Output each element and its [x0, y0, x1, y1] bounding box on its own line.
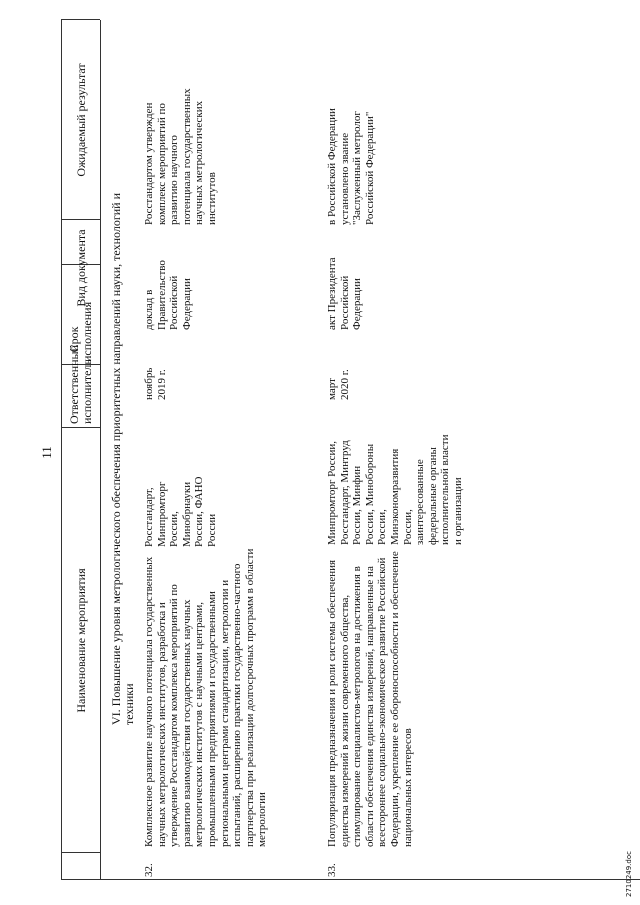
header-deadline: Срок исполнения: [67, 301, 94, 362]
row-32-num: 32.: [143, 863, 155, 877]
col-divider: [61, 219, 100, 220]
row-32-result: Росстандартом утвержден комплекс мероприятий по развитию научного потенциала государственных научных метрологических институтов: [143, 88, 218, 225]
header-bottom-line: [100, 20, 101, 880]
row-33-doc-type: акт Президента Российской Федерации: [326, 257, 364, 330]
header-executor: Ответственный исполнитель: [67, 344, 94, 424]
row-33-result: в Российской Федерации установлено звание "Заслуженный метролог Российской Федерации": [326, 108, 376, 225]
row-32-name: Комплексное развитие научного потенциала государственных научных метрологических институтов, разработка и утверждение Росстандартом комплекса мероприятий по развитию взаимодействия государственных научных метрологических институтов с научными центрами, промышленными предприятиями и государственными региональными центрами стандартизации, метрологии и испытаний, расширению практики государственно-частного партнерства при реализации долгосрочных программ в области метрологии: [143, 548, 269, 847]
header-name: Наименование мероприятия: [74, 568, 88, 713]
table-top-line: [61, 20, 62, 880]
row-33-num: 33.: [326, 863, 338, 877]
col-divider: [61, 19, 100, 20]
page-number: 11: [39, 446, 54, 459]
row-33-executor: Минпромторг России, Росстандарт, Минтруд России, Минфин России, Минобороны России, Минэкономразвития России, заинтересованные федеральные органы исполнительной власти и организации: [326, 434, 464, 545]
row-33-deadline: март 2020 г.: [326, 369, 351, 400]
col-divider: [61, 879, 640, 880]
row-32-deadline: ноябрь 2019 г.: [143, 367, 168, 400]
row-32-executor: Росстандарт, Минпромторг России, Минобрнауки России, ФАНО России: [143, 476, 218, 547]
header-result: Ожидаемый результат: [74, 63, 88, 177]
header-doc-type: Вид документа: [74, 229, 88, 307]
row-33-name: Популяризация предназначения и роли системы обеспечения единства измерений в жизни современного общества, стимулирование специалистов-метрологов на достижения в области обеспечения единства измерений, направленные на всестороннее социально-экономическое развитие Российской Федерации, укрепление ее обороноспособности и обеспечение национальных интересов: [326, 551, 414, 847]
section-title: VI. Повышение уровня метрологического обеспечения приоритетных направлений науки, технологий и техники: [109, 192, 136, 725]
row-32-doc-type: доклад в Правительство Российской Федерации: [143, 260, 193, 330]
footer-filename: 2710249.doc: [625, 851, 633, 897]
